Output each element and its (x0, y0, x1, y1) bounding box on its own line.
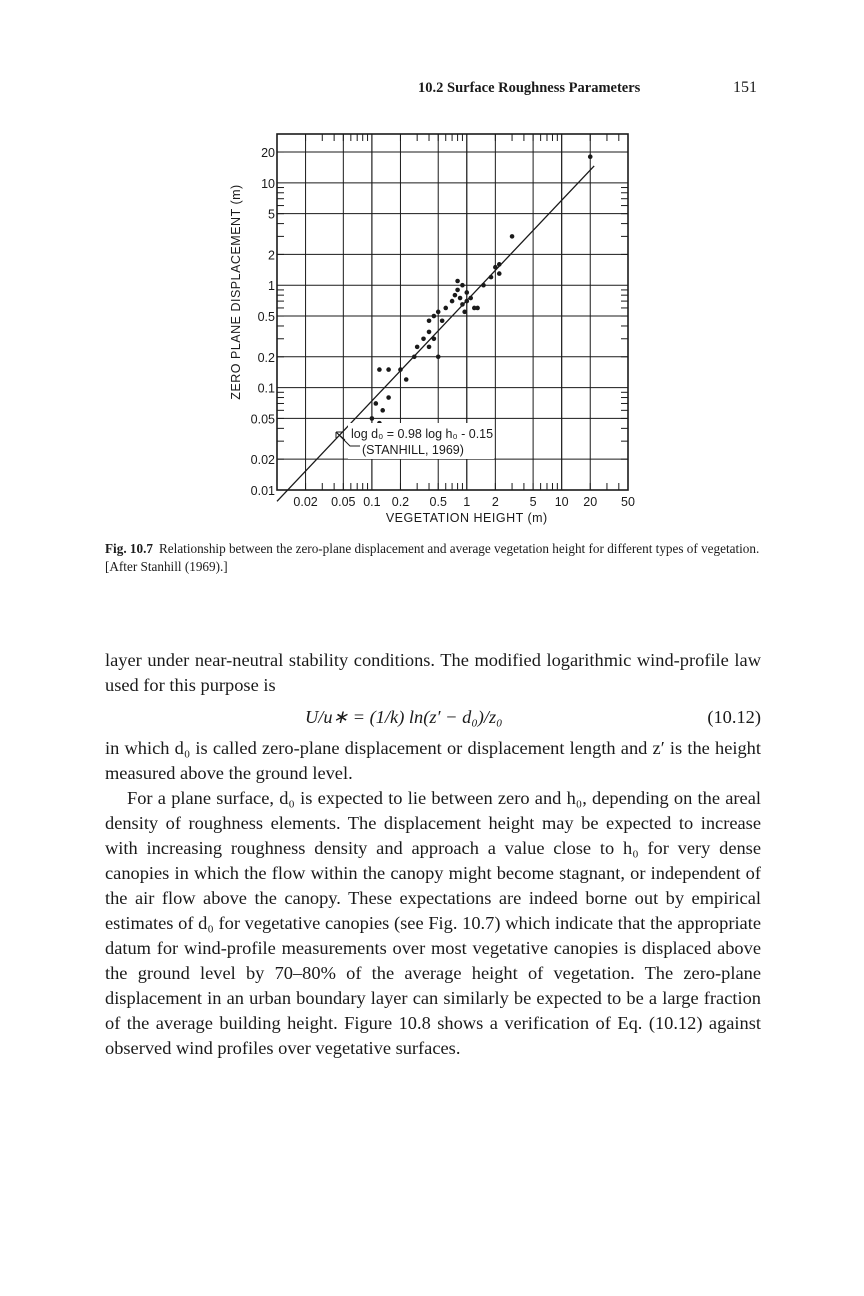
data-point (432, 336, 437, 341)
y-tick-label: 10 (261, 176, 275, 191)
data-point (432, 314, 437, 319)
data-point (443, 306, 448, 311)
data-point (440, 318, 445, 323)
x-tick-label: 1 (463, 495, 471, 509)
paragraph-3: For a plane surface, d₀ is expected to lie between zero and h₀, depending on the areal density of roughness elements. The displacement height may be expected to increase with increasing roughness density and approach a value close to h₀ for very dense canopies in which the flow within the canopy might become stagnant, or independent of the air flow above the canopy. These expectations are indeed borne out by empirical estimates of d₀ for vegetative canopies (see Fig. 10.7) which indicate that the appropriate datum for wind-profile measurements over most vegetative canopies is displaced above the ground level by 70–80% of the average height of vegetation. The zero-plane displacement in an urban boundary layer can similarly be expected to be a large fraction of the average building height. Figure 10.8 shows a verification of Eq. (10.12) against observed wind profiles over vegetative surfaces. (105, 788, 761, 1058)
y-tick-label: 2 (268, 248, 275, 263)
body-text (105, 648, 761, 1061)
data-point (497, 271, 502, 276)
y-tick-label: 0.01 (250, 484, 275, 498)
y-tick-label: 5 (268, 207, 275, 222)
section-title: 10.2 Surface Roughness Parameters (418, 80, 641, 96)
data-point (497, 262, 502, 267)
data-point (493, 265, 498, 270)
data-point (377, 367, 382, 372)
y-tick-label: 0.1 (257, 381, 275, 396)
paragraph-1: layer under near-neutral stability conditions. The modified logarithmic wind-profile law used for this purpose is (105, 650, 761, 695)
x-tick-label: 0.5 (429, 495, 447, 509)
equation-10-12 (105, 698, 761, 736)
x-tick-label: 50 (621, 495, 635, 509)
data-point (468, 296, 473, 301)
data-point (453, 293, 458, 298)
x-tick-label: 0.05 (331, 495, 356, 509)
x-tick-labels (293, 495, 635, 509)
paragraph-2: in which d₀ is called zero-plane displacement or displacement length and z′ is the height measured above the ground level. (105, 738, 761, 783)
x-tick-label: 0.1 (363, 495, 381, 509)
data-point (412, 354, 417, 359)
data-point (481, 283, 486, 288)
x-axis-label: VEGETATION HEIGHT (m) (385, 511, 548, 525)
data-point (427, 330, 432, 335)
running-head (0, 80, 864, 102)
data-point (455, 279, 460, 284)
data-point (462, 310, 467, 315)
data-point (475, 306, 480, 311)
data-point (374, 401, 379, 406)
y-tick-label: 0.02 (250, 453, 275, 468)
equation-body: U/u∗ = (1/k) ln(z′ − d₀)/z₀ (305, 707, 503, 727)
y-tick-label: 20 (261, 146, 275, 161)
annotation-equation: log d₀ = 0.98 log h₀ - 0.15 (351, 427, 494, 441)
data-point (450, 299, 455, 304)
data-point (436, 354, 441, 359)
x-tick-label: 0.2 (391, 495, 410, 509)
data-point (588, 154, 593, 159)
x-tick-label: 0.02 (293, 495, 318, 509)
x-tick-label: 10 (554, 495, 569, 509)
data-point (464, 299, 469, 304)
data-point (415, 345, 420, 350)
x-tick-label: 20 (583, 495, 598, 509)
figure-caption (105, 540, 765, 576)
data-point (436, 310, 441, 315)
data-point (460, 283, 465, 288)
annotation-box (336, 423, 494, 459)
x-tick-label: 5 (529, 495, 537, 509)
data-point (510, 234, 515, 239)
figure-label: Fig. 10.7 (105, 541, 153, 556)
data-point (380, 408, 385, 413)
data-point (427, 345, 432, 350)
annotation-source: (STANHILL, 1969) (362, 443, 464, 457)
y-tick-label: 1 (268, 279, 275, 294)
data-point (386, 367, 391, 372)
data-point (404, 377, 409, 382)
data-point (421, 336, 426, 341)
data-point (427, 318, 432, 323)
data-points (370, 154, 593, 425)
data-point (460, 302, 465, 307)
data-point (370, 416, 375, 421)
y-tick-label: 0.05 (250, 412, 275, 427)
y-tick-label: 0.5 (257, 310, 275, 325)
equation-number: (10.12) (707, 707, 761, 727)
y-tick-label: 0.2 (257, 350, 275, 365)
figure-10-7-chart (0, 120, 864, 530)
data-point (464, 290, 469, 295)
data-point (386, 395, 391, 400)
data-point (455, 288, 460, 293)
data-point (458, 296, 463, 301)
data-point (489, 275, 494, 280)
data-point (398, 367, 403, 372)
y-axis-label: ZERO PLANE DISPLACEMENT (m) (229, 184, 243, 400)
y-tick-labels (251, 146, 275, 498)
x-tick-label: 2 (491, 495, 499, 509)
caption-text: Relationship between the zero-plane displacement and average vegetation height for different types of vegetation. [After Stanhill (1969).] (105, 541, 760, 574)
page-number: 151 (733, 79, 757, 96)
